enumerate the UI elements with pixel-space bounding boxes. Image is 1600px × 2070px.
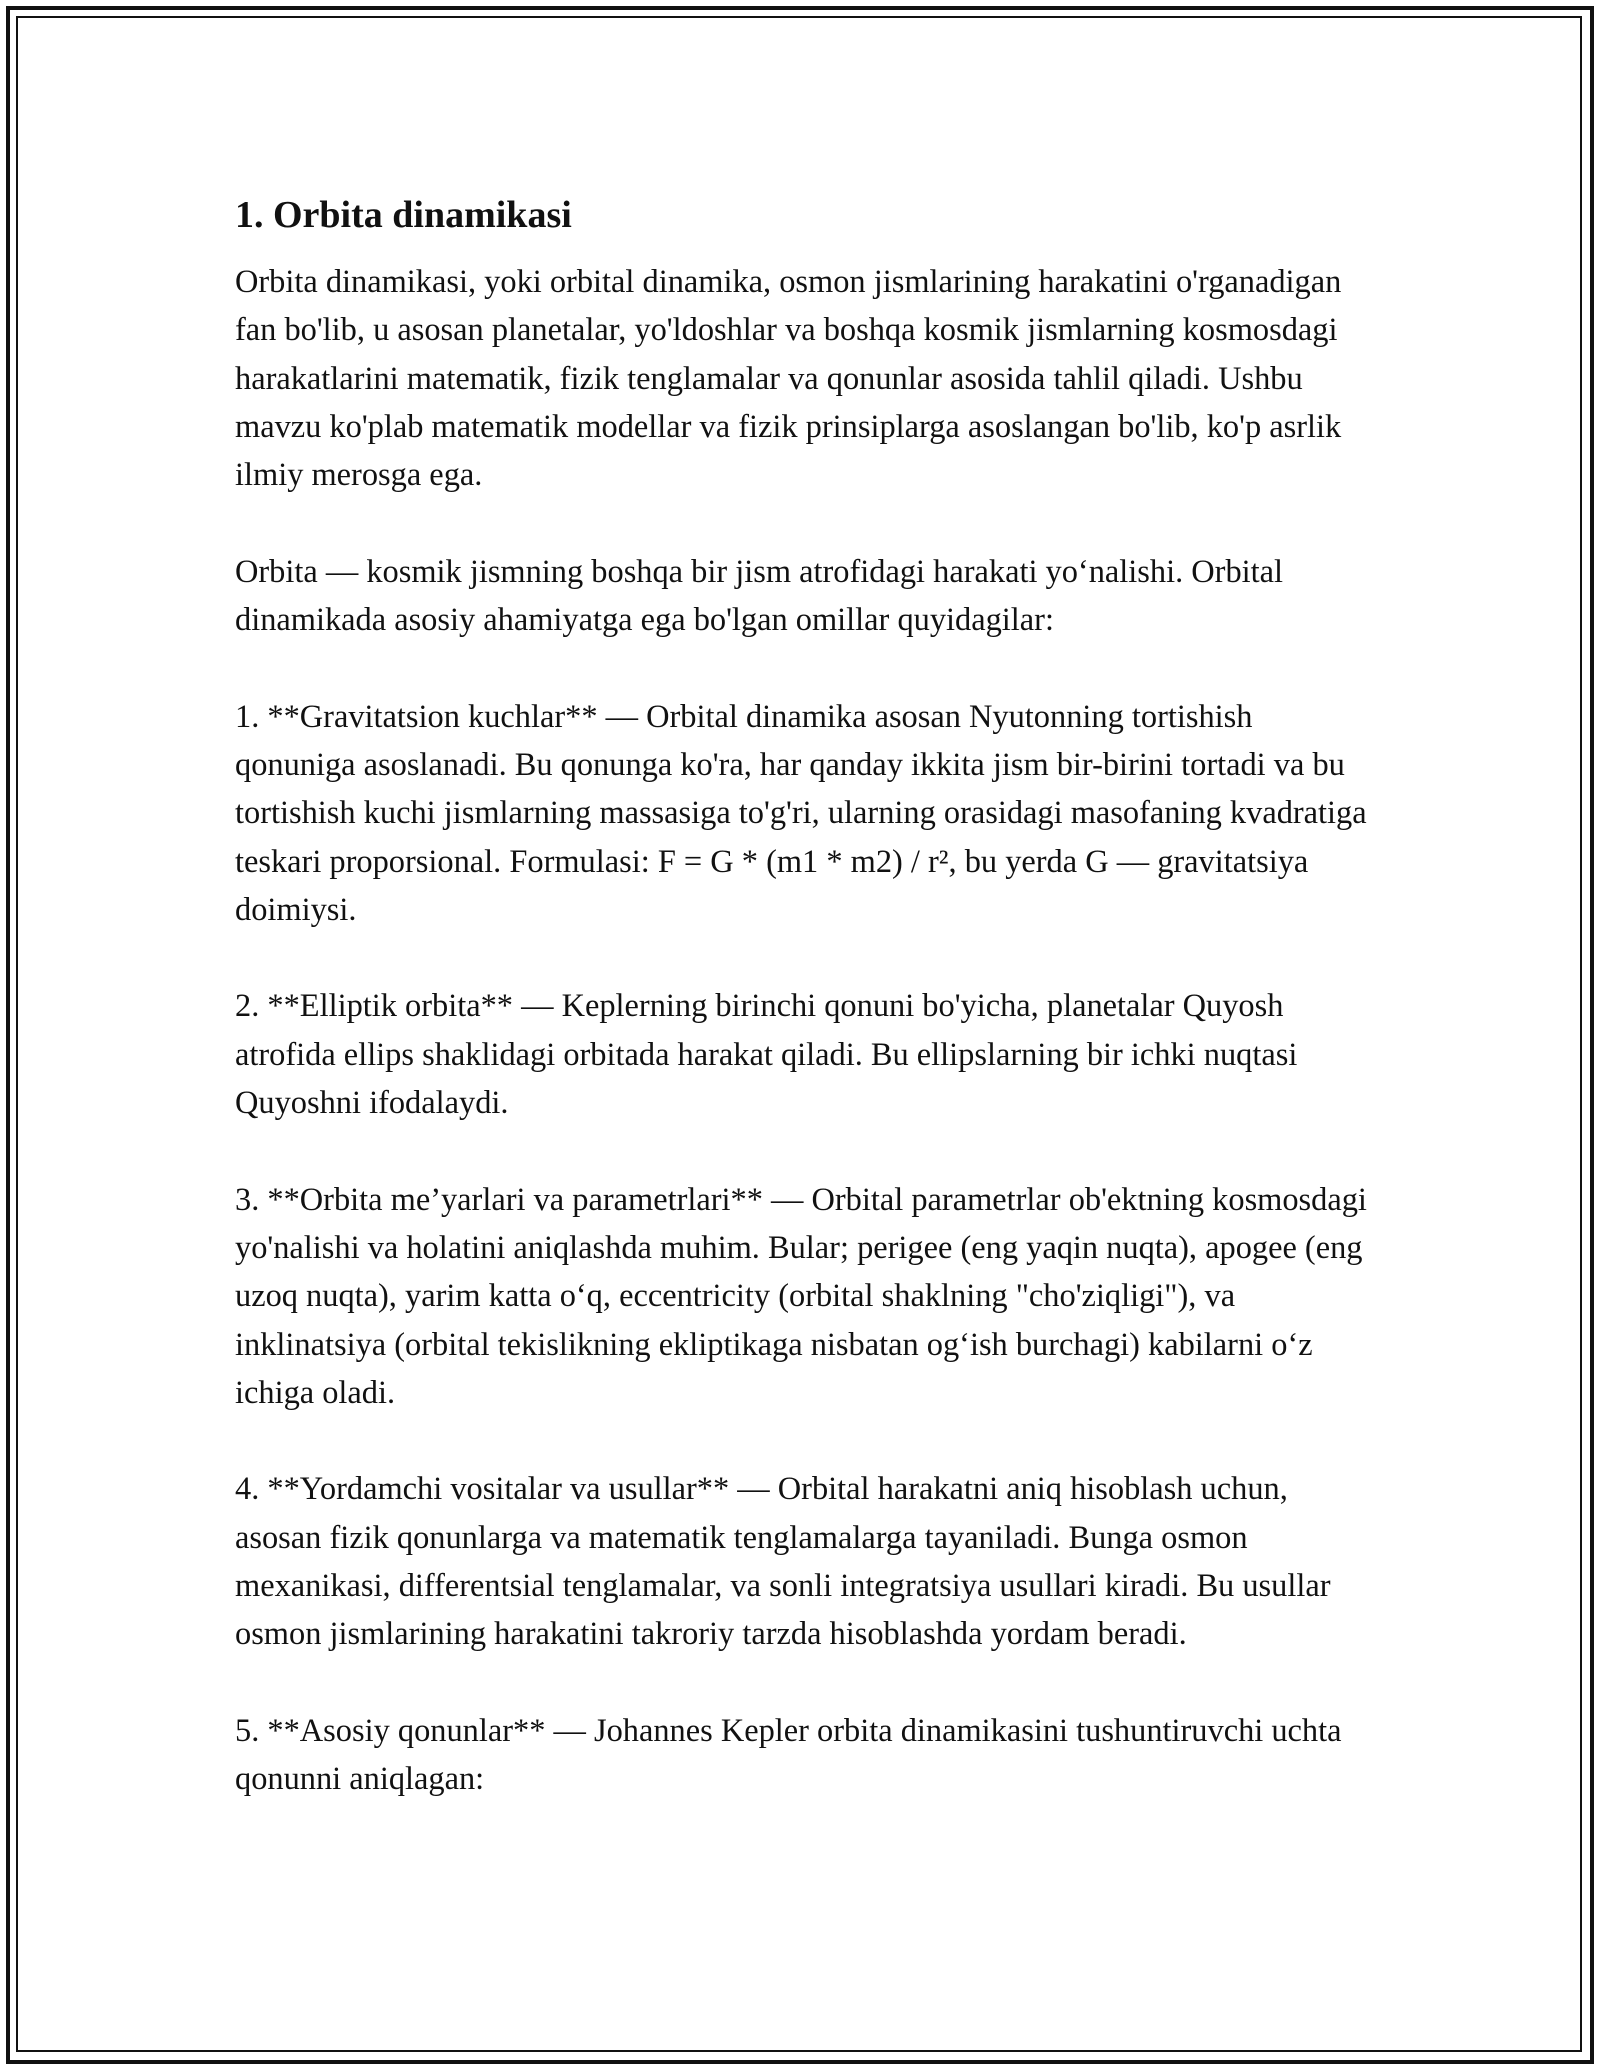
list-item-elliptical-orbit: 2. **Elliptik orbita** — Keplerning birinchi qonuni bo'yicha, planetalar Quyosh atrofida ellips shaklidagi orbitada harakat qiladi. Bu ellipslarning bir ichki nuqtasi Quyoshni ifodalaydi. <box>235 988 1298 1122</box>
section-heading: 1. Orbita dinamikasi <box>235 194 572 236</box>
paragraph-intro: Orbita dinamikasi, yoki orbital dinamika, osmon jismlarining harakatini o'rganadigan fan bo'lib, u asosan planetalar, yo'ldoshlar va boshqa kosmik jismlarning kosmosdagi harakatlarini matematik, fizik tenglamalar va qonunlar asosida tahlil qiladi. Ushbu mavzu ko'plab matematik modellar va fizik prinsiplarga asoslangan bo'lib, ko'p asrlik ilmiy merosga ega. <box>235 264 1342 494</box>
list-item-orbit-parameters: 3. **Orbita me’yarlari va parametrlari** — Orbital parametrlar ob'ektning kosmosdagi yo'nalishi va holatini aniqlashda muhim. Bular; perigee (eng yaqin nuqta), apogee (eng uzoq nuqta), yarim katta o‘q, eccentricity (orbital shaklning "cho'ziqligi"), va inklinatsiya (orbital tekislikning ekliptikaga nisbatan og‘ish burchagi) kabilarni o‘z ichiga oladi. <box>235 1181 1367 1411</box>
document-body <box>235 184 1370 1852</box>
list-item-tools-methods: 4. **Yordamchi vositalar va usullar** — Orbital harakatni aniq hisoblash uchun, asosan fizik qonunlarga va matematik tenglamalarga tayaniladi. Bunga osmon mexanikasi, differentsial tenglamalar, va sonli integratsiya usullari kiradi. Bu usullar osmon jismlarining harakatini takroriy tarzda hisoblashda yordam beradi. <box>235 1471 1331 1653</box>
paragraph-orbit-definition: Orbita — kosmik jismning boshqa bir jism atrofidagi harakati yo‘nalishi. Orbital dinamikada asosiy ahamiyatga ega bo'lgan omillar quyidagilar: <box>235 553 1284 639</box>
list-item-gravitational-forces: 1. **Gravitatsion kuchlar** — Orbital dinamika asosan Nyutonning tortishish qonuniga asoslanadi. Bu qonunga ko'ra, har qanday ikkita jism bir-birini tortadi va bu tortishish kuchi jismlarning massasiga to'g'ri, ularning orasidagi masofaning kvadratiga teskari proporsional. Formulasi: F = G * (m1 * m2) / r², bu yerda G — gravitatsiya doimiysi. <box>235 698 1367 928</box>
list-item-basic-laws: 5. **Asosiy qonunlar** — Johannes Kepler orbita dinamikasini tushuntiruvchi uchta qonunni aniqlagan: <box>235 1712 1342 1798</box>
